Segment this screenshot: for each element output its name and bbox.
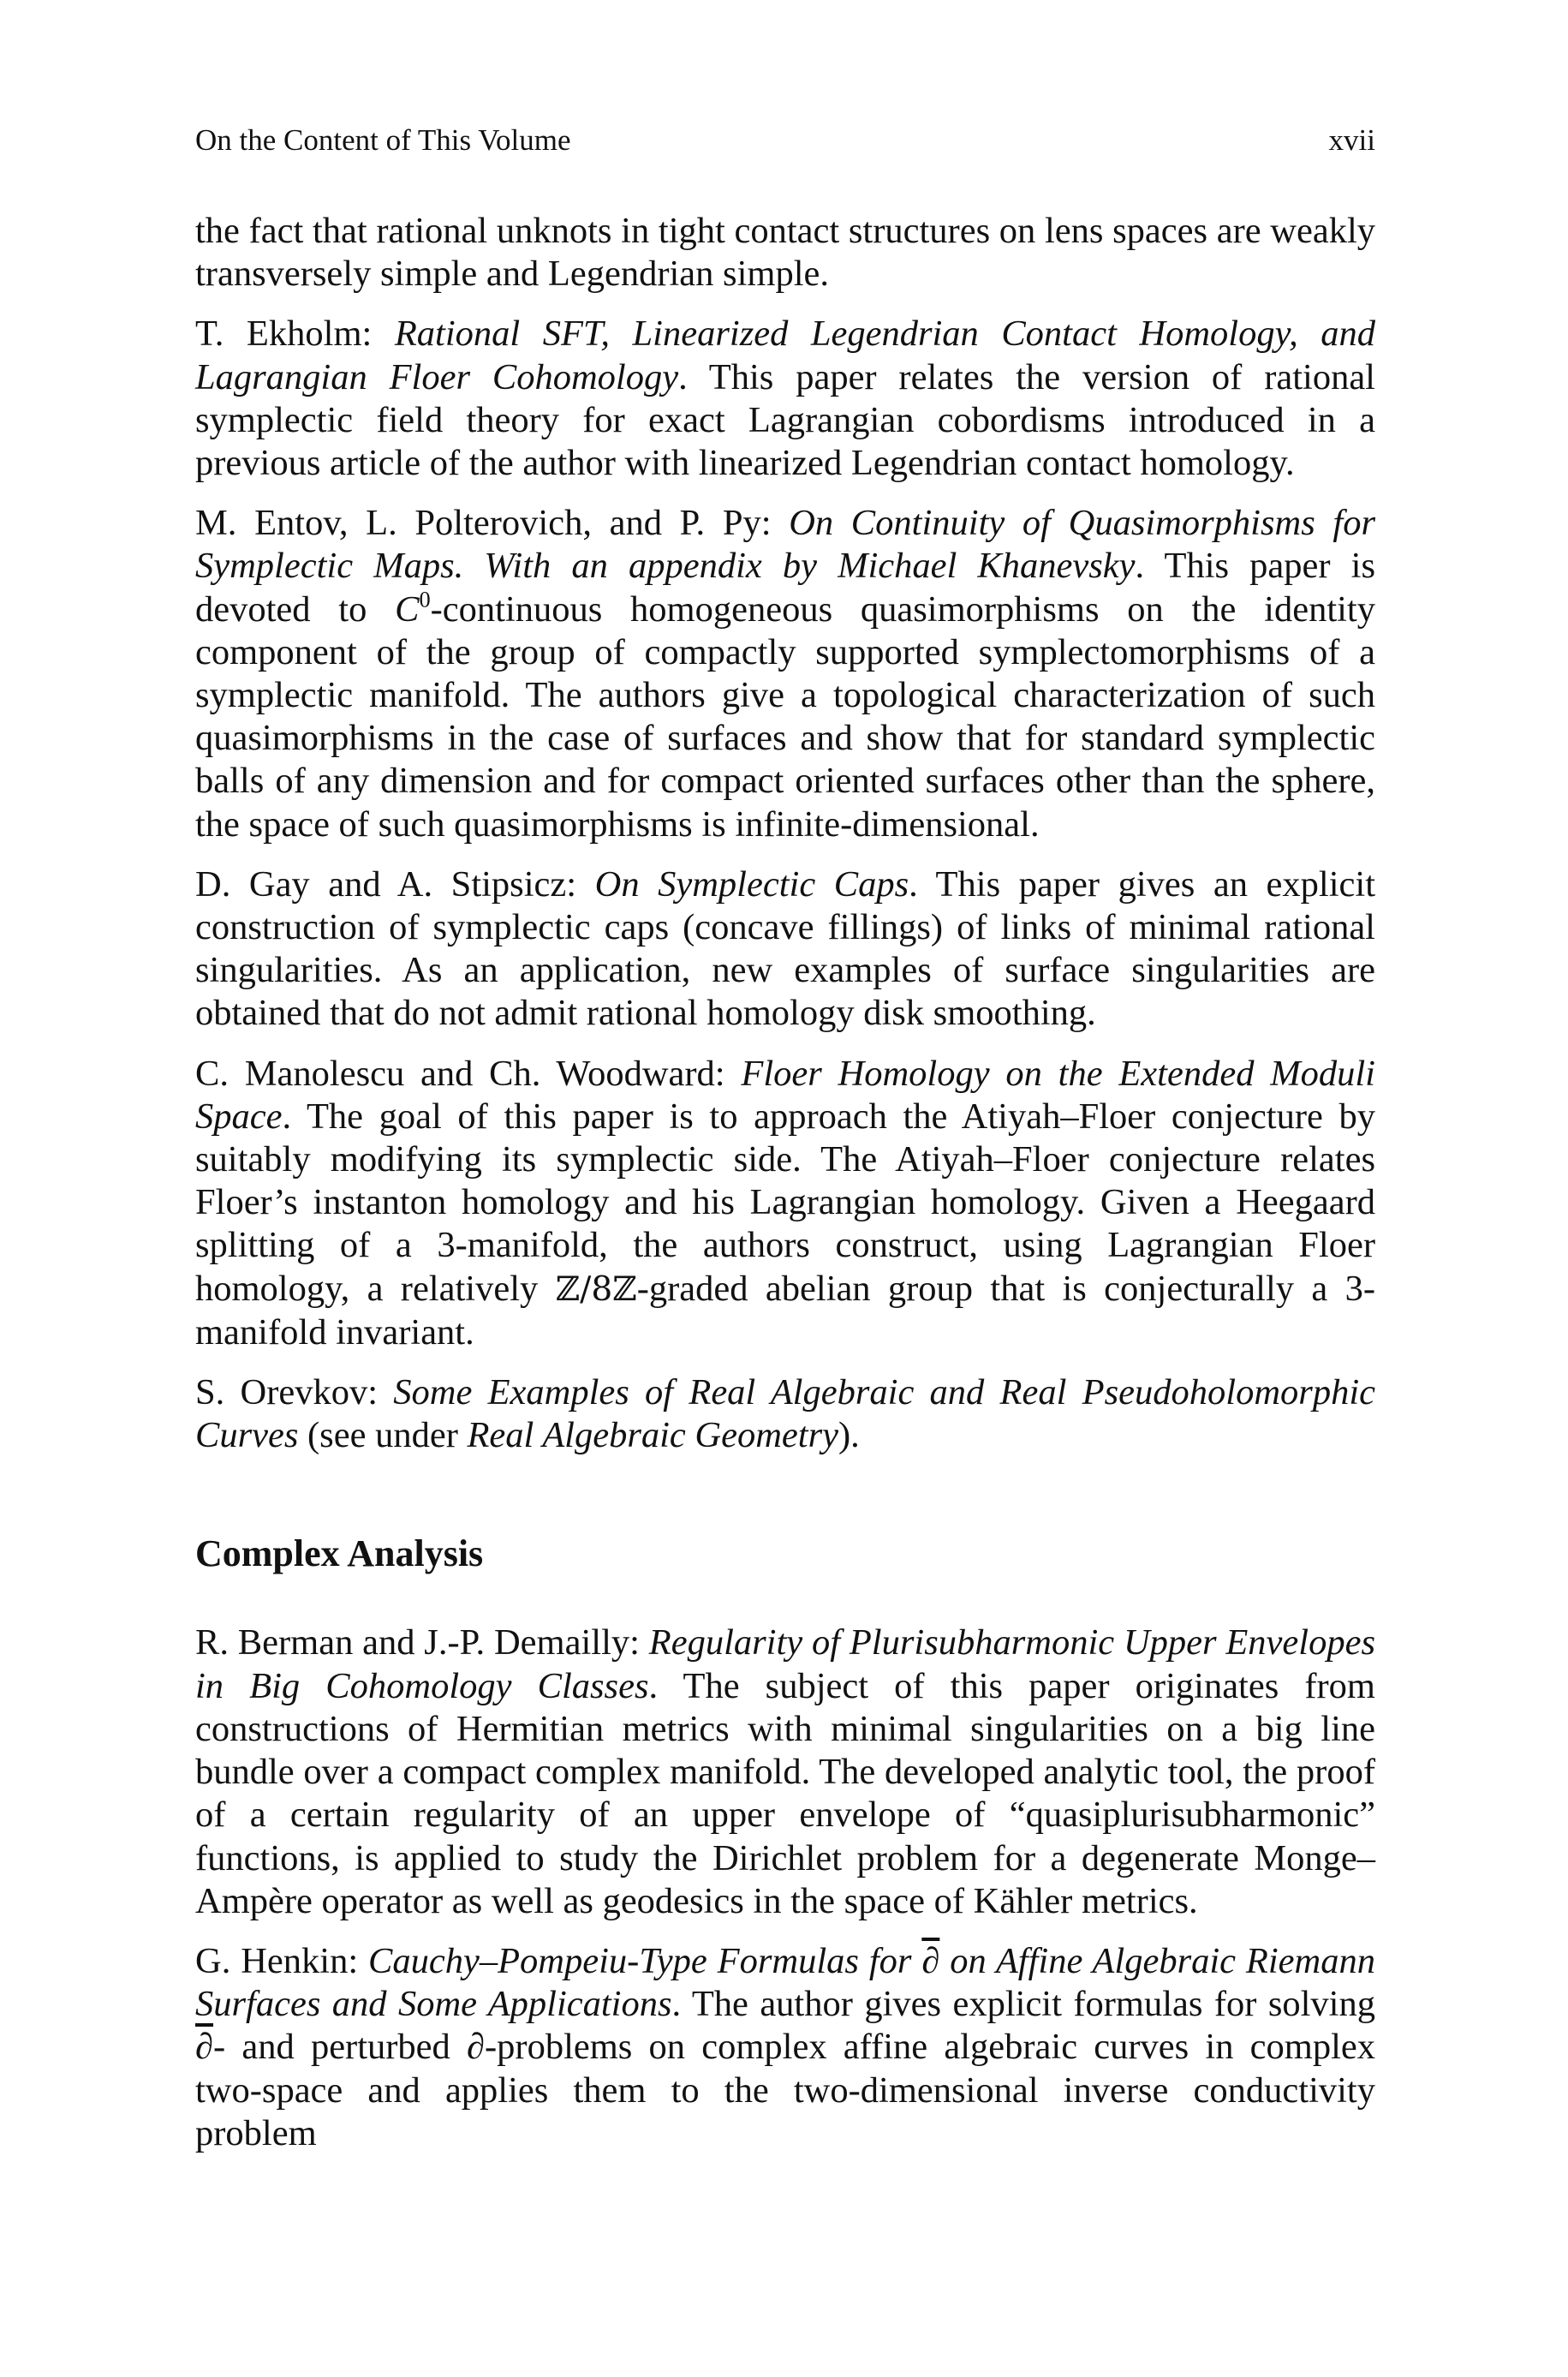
running-head xyxy=(195,122,1375,159)
summary-text: . The author gives explicit formulas for solving xyxy=(671,1984,1375,2025)
italic-text: ∂ xyxy=(467,2027,486,2068)
section-heading-complex-analysis: Complex Analysis xyxy=(195,1532,484,1575)
entries-before-section xyxy=(195,210,1375,1457)
summary-text: the fact that rational unknots in tight contact structures on lens spaces are weakly transversely simple and Legendrian simple. xyxy=(195,211,1375,295)
dbar-operator: ∂ xyxy=(195,2027,214,2068)
paper-title: On Continuity of Quasimorphisms for Symplectic Maps. With an appendix by Michael Khanevsky xyxy=(195,503,1375,587)
paper-summary xyxy=(195,313,1375,485)
running-head-title: On the Content of This Volume xyxy=(195,123,571,157)
dbar-operator: ∂ xyxy=(921,1940,940,1981)
body-text xyxy=(195,210,1375,2172)
summary-text: . This paper is devoted to xyxy=(195,546,1375,630)
summary-text: -graded abelian group that is conjecturally a 3-manifold invariant. xyxy=(195,1268,1375,1353)
paper-summary xyxy=(195,1621,1375,1922)
summary-text: ). xyxy=(838,1415,860,1456)
paper-summary xyxy=(195,863,1375,1036)
page-number: xvii xyxy=(1328,123,1375,157)
paper-summary xyxy=(195,502,1375,846)
paper-summary xyxy=(195,1940,1375,2155)
paper-summary xyxy=(195,1371,1375,1457)
entries-complex-analysis xyxy=(195,1621,1375,2154)
paper-authors: C. Manolescu and Ch. Woodward: xyxy=(195,1053,742,1094)
italic-text: C xyxy=(395,588,420,630)
italic-text: Cauchy–Pompeiu-Type Formulas for xyxy=(368,1940,922,1981)
summary-text: . This paper relates the version of rational symplectic field theory for exact Lagrangian cobordisms introduced in a previous article of the author with linearized Legendrian contact homology. xyxy=(195,356,1375,484)
paper-title: Rational SFT, Linearized Legendrian Contact Homology, and Lagrangian Floer Cohomology xyxy=(195,314,1375,397)
italic-text: Real Algebraic Geometry xyxy=(467,1415,838,1456)
summary-text: . This paper gives an explicit construction of symplectic caps (concave fillings) of links of minimal rational singularities. As an application, new examples of surface singularities are obtained that do not admit rational homology disk smoothing. xyxy=(195,863,1375,1034)
paper-title: Some Examples of Real Algebraic and Real Pseudoholomorphic Curves xyxy=(195,1372,1375,1456)
paragraph-continuation xyxy=(195,210,1375,296)
paper-title: Floer Homology on the Extended Moduli Space xyxy=(195,1053,1375,1137)
summary-text: - and perturbed xyxy=(213,2027,467,2068)
paper-authors: S. Orevkov: xyxy=(195,1372,394,1413)
paper-authors: M. Entov, L. Polterovich, and P. Py: xyxy=(195,503,790,544)
paper-authors: D. Gay and A. Stipsicz: xyxy=(195,863,595,905)
summary-text: -continuous homogeneous quasimorphisms on the identity component of the group of compactly supported symplectomorphisms of a symplectic manifold. The authors give a topological characterization of such quasimorphisms in the case of surfaces and show that for standard symplectic balls of any dimension and for compact oriented surfaces other than the sphere, the space of such quasimorphisms is infinite-dimensional. xyxy=(195,588,1375,845)
paper-authors: T. Ekholm: xyxy=(195,314,395,355)
summary-text: . The subject of this paper originates from constructions of Hermitian metrics with minimal singularities on a big line bundle over a compact complex manifold. The developed analytic tool, the proof of a certain regularity of an upper envelope of “quasiplurisubharmonic” functions, is applied to study the Dirichlet problem for a degenerate Monge–Ampère operator as well as geodesics in the space of Kähler metrics. xyxy=(195,1665,1375,1921)
superscript: 0 xyxy=(419,587,431,612)
paper-authors: G. Henkin: xyxy=(195,1940,369,1981)
paper-title: On Symplectic Caps xyxy=(594,863,909,905)
summary-text: -problems on complex affine algebraic curves in complex two-space and applies them to the two-dimensional inverse conductivity problem xyxy=(195,2027,1375,2153)
paper-summary xyxy=(195,1053,1375,1354)
summary-text: (see under xyxy=(298,1415,468,1456)
paper-authors: R. Berman and J.-P. Demailly: xyxy=(195,1622,649,1663)
summary-text: . The goal of this paper is to approach the Atiyah–Floer conjecture by suitably modifying its symplectic side. The Atiyah–Floer conjecture relates Floer’s instanton homology and his Lagrangian homology. Given a Heegaard splitting of a 3-manifold, the authors construct, using Lagrangian Floer homology, a relatively xyxy=(195,1096,1375,1309)
italic-text: on Affine Algebraic Riemann Surfaces and Some Applications xyxy=(195,1940,1375,2025)
paper-title: Regularity of Plurisubharmonic Upper Envelopes in Big Cohomology Classes xyxy=(195,1622,1375,1706)
math-symbol: ℤ/8ℤ xyxy=(555,1269,637,1309)
